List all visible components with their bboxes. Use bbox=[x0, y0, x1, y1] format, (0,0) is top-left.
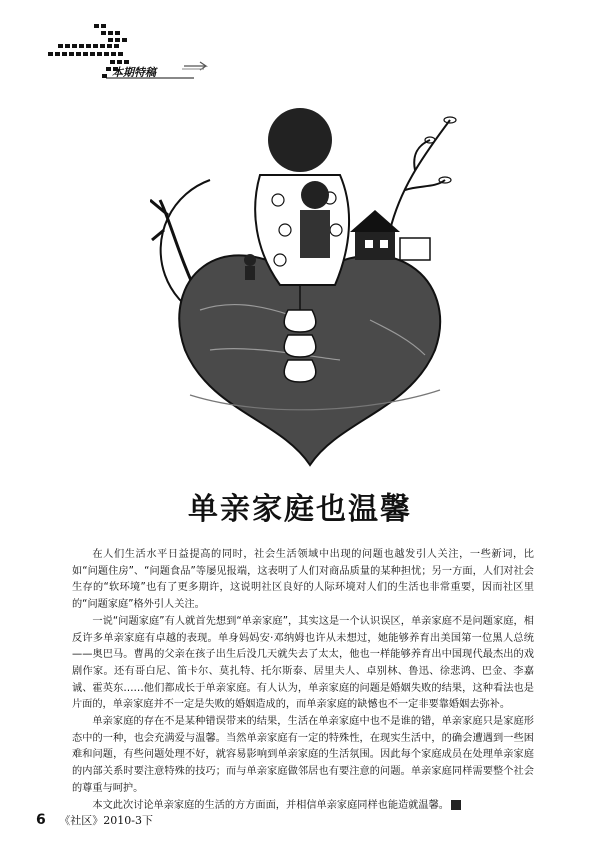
article-paragraph: 在人们生活水平日益提高的同时，社会生活领域中出现的问题也越发引人关注，一些新词，比如“问题住房”、“问题食品”等屡见报端，这表明了人们对商品质量的某种担忧；另一方面，人们对社会生存的“软环境”也有了更多期许，这说明社区良好的人际环境对人们的生活也非常重要，因而社区里的“问题家庭”格外引人关注。 bbox=[72, 549, 534, 611]
section-header bbox=[44, 22, 214, 82]
vine-branch bbox=[390, 120, 450, 230]
heart-family-illustration bbox=[150, 100, 460, 470]
house-icon bbox=[350, 210, 430, 260]
publication-info: 《社区》2010-3下 bbox=[59, 814, 153, 827]
article-paragraph: 单亲家庭的存在不是某种错误带来的结果，生活在单亲家庭中也不是谁的错，单亲家庭只是家庭形态中的一种，也会充满爱与温馨。当然单亲家庭有一定的特殊性，在现实生活中，的确会遭遇到一些困难和问题，有些问题处理不好，就容易影响到单亲家庭的生活氛围。因此每个家庭成员在处理单亲家庭的内部关系时要注意特殊的技巧；而与单亲家庭做邻居也有要注意的问题。单亲家庭同样需要整个社会的尊重与呵护。 bbox=[72, 716, 534, 794]
article-paragraph-text: 本文此次讨论单亲家庭的生活的方方面面，并相信单亲家庭同样也能造就温馨。 bbox=[92, 799, 449, 811]
child-head bbox=[301, 181, 329, 209]
article-title: 单亲家庭也温馨 bbox=[188, 492, 412, 527]
child-body bbox=[300, 210, 330, 258]
article-paragraph: 一说“问题家庭”有人就首先想到“单亲家庭”，其实这是一个认识误区，单亲家庭不是问题家庭，相反许多单亲家庭有卓越的表现。单身妈妈安·邓纳姆也许从未想过，她能够养育出美国第一位黑人总统——奥巴马。曹禺的父亲在孩子出生后没几天就失去了太太，他也一样能够养育出中国现代最杰出的戏剧作家。还有哥白尼、笛卡尔、莫扎特、托尔斯泰、居里夫人、卓别林、鲁迅、徐悲鸿、巴金、李嘉诚、霍英东……他们都成长于单亲家庭。有人认为，单亲家庭的问题是婚姻失败的结果，这种看法也是片面的，单亲家庭并不一定是失败的婚姻造成的，而单亲家庭的缺憾也不一定非要靠婚姻去弥补。 bbox=[72, 615, 534, 711]
end-mark-icon bbox=[451, 800, 461, 810]
parent-head bbox=[268, 108, 332, 172]
page-number: 6 bbox=[36, 812, 46, 828]
section-label: 本期特稿 bbox=[112, 66, 156, 79]
tiny-figures bbox=[244, 254, 256, 280]
page-footer bbox=[36, 812, 153, 828]
article-body bbox=[72, 547, 534, 814]
